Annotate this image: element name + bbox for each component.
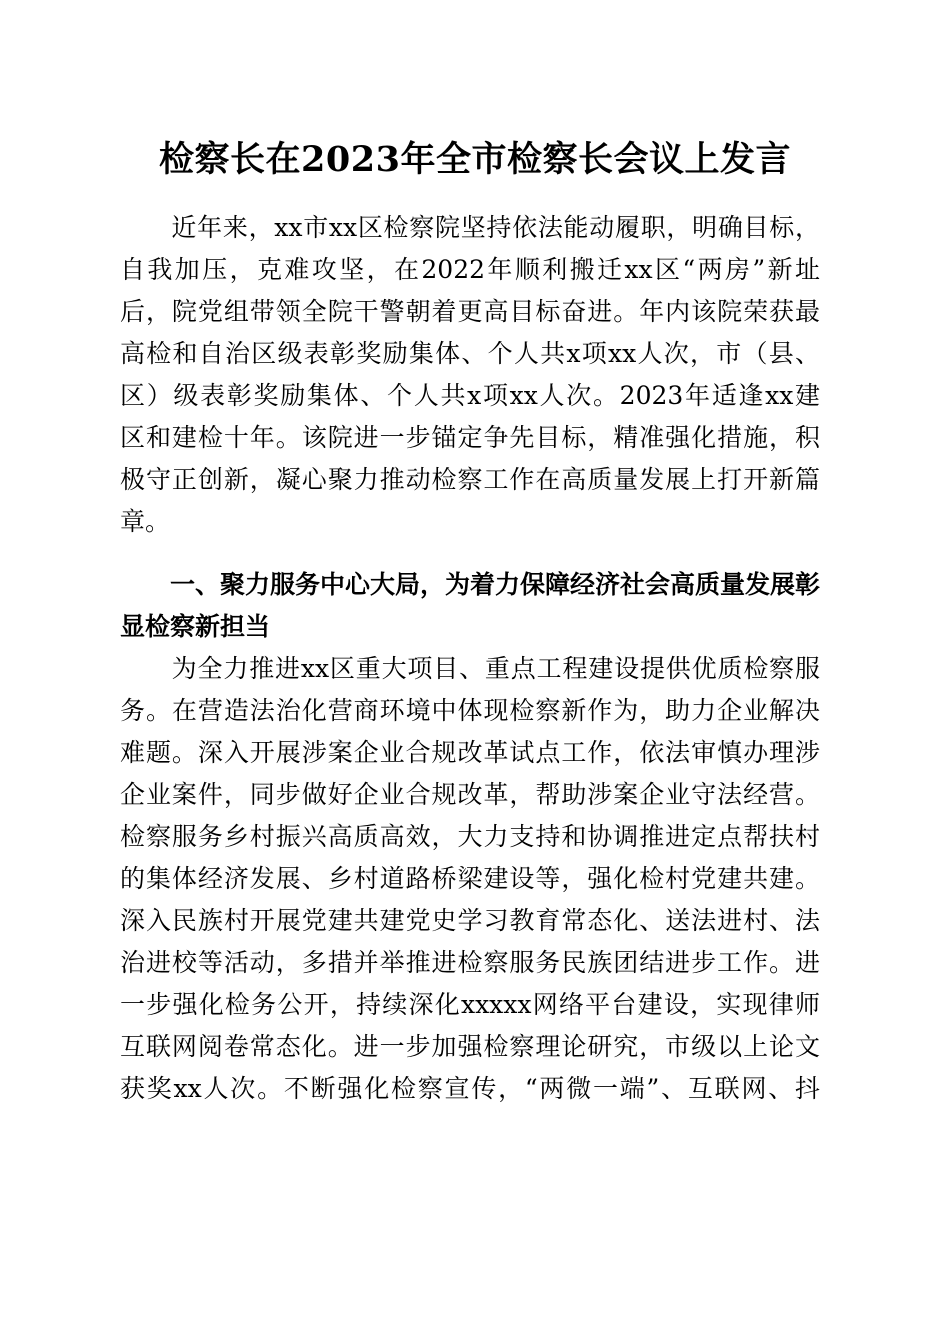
paragraph-line: 后，院党组带领全院干警朝着更高目标奋进。年内该院荣获最 (120, 297, 820, 326)
paragraph-line: 近年来，xx市xx区检察院坚持依法能动履职，明确目标， (120, 213, 820, 242)
document-title: 检察长在2023年全市检察长会议上发言 (159, 139, 791, 180)
paragraph-line: 高检和自治区级表彰奖励集体、个人共x项xx人次，市（县、 (120, 339, 820, 368)
paragraph-line: 区）级表彰奖励集体、个人共x项xx人次。2023年适逢xx建 (120, 381, 820, 410)
paragraph-line: 极守正创新，凝心聚力推动检察工作在高质量发展上打开新篇 (120, 465, 820, 494)
heading-line: 显检察新担当 (120, 612, 271, 641)
paragraph-line: 深入民族村开展党建共建党史学习教育常态化、送法进村、法 (120, 906, 820, 935)
paragraph-line: 的集体经济发展、乡村道路桥梁建设等，强化检村党建共建。 (120, 864, 820, 893)
paragraph-line: 自我加压，克难攻坚，在2022年顺利搬迁xx区“两房”新址 (120, 255, 820, 284)
paragraph-line: 治进校等活动，多措并举推进检察服务民族团结进步工作。进 (120, 948, 820, 977)
paragraph-line: 章。 (120, 507, 171, 536)
paragraph-line: 互联网阅卷常态化。进一步加强检察理论研究，市级以上论文 (120, 1032, 820, 1061)
paragraph-line: 一步强化检务公开，持续深化xxxxx网络平台建设，实现律师 (120, 990, 820, 1019)
paragraph-line: 务。在营造法治化营商环境中体现检察新作为，助力企业解决 (120, 696, 820, 725)
paragraph-line: 为全力推进xx区重大项目、重点工程建设提供优质检察服 (120, 654, 820, 683)
paragraph-line: 难题。深入开展涉案企业合规改革试点工作，依法审慎办理涉 (120, 738, 820, 767)
paragraph-line: 获奖xx人次。不断强化检察宣传，“两微一端”、互联网、抖 (120, 1074, 820, 1103)
paragraph-line: 检察服务乡村振兴高质高效，大力支持和协调推进定点帮扶村 (120, 822, 820, 851)
heading-line: 一、聚力服务中心大局，为着力保障经济社会高质量发展彰 (120, 570, 820, 599)
paragraph-line: 区和建检十年。该院进一步锚定争先目标，精准强化措施，积 (120, 423, 820, 452)
paragraph-line: 企业案件，同步做好企业合规改革，帮助涉案企业守法经营。 (120, 780, 820, 809)
